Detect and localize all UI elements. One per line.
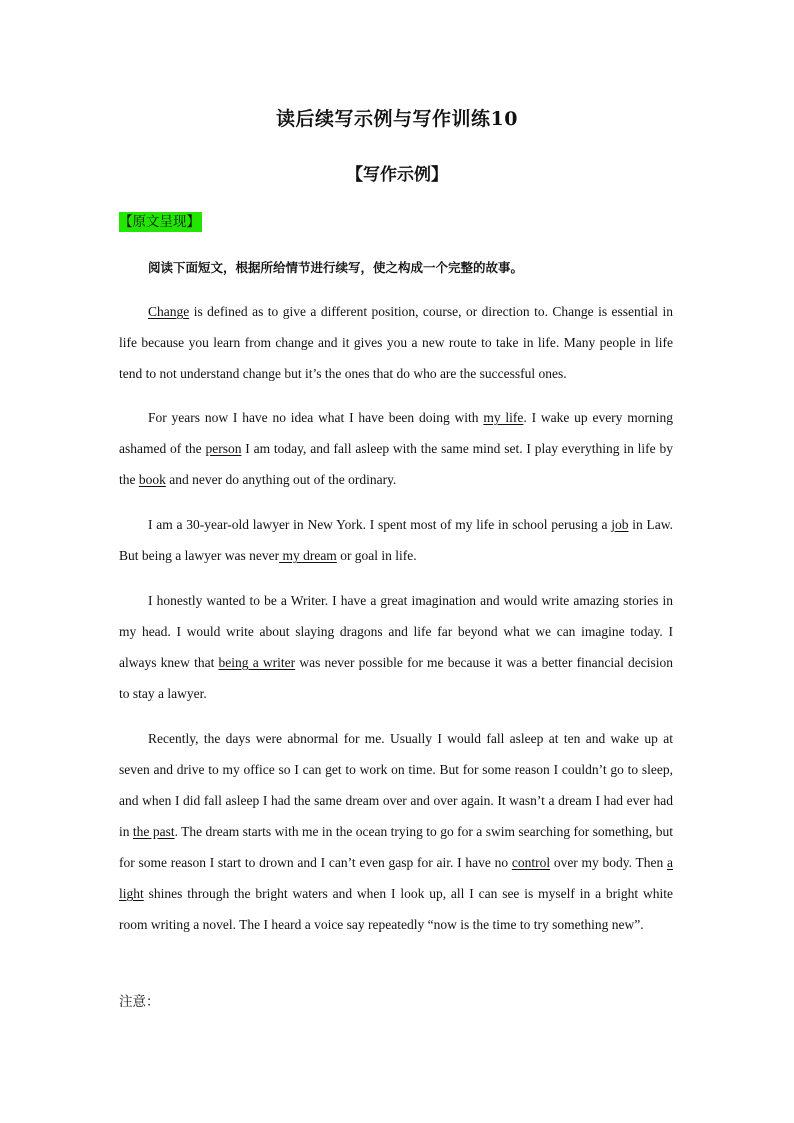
paragraph-text: is defined as to give a different position, course, or direction to. Change is essential in life because you learn from change and it gives you a new route to take in life. Many people in life tend to not understand change but it’s the ones that do who are the successful ones.	[119, 304, 673, 381]
underlined-keyword: my life	[483, 410, 524, 425]
note-label: 注意：	[119, 994, 160, 1010]
original-text-tag: 【原文呈现】	[119, 214, 200, 230]
paragraph-text: . I wake up every morning ashamed of the	[119, 410, 673, 456]
paragraph-text: or goal in life.	[336, 548, 417, 563]
page-title: 读后续写示例与写作训练10	[276, 108, 518, 130]
underlined-keyword: Change	[148, 304, 190, 319]
underlined-keyword: being a writer	[218, 655, 296, 670]
paragraph-text: I am a 30-year-old lawyer in New York. I spent most of my life in school perusing a	[148, 517, 612, 532]
underlined-keyword: job	[611, 517, 629, 532]
paragraph-text: I am today, and fall asleep with the same mind set. I play everything in life by the	[119, 441, 673, 487]
paragraph-text: For years now I have no idea what I have been doing with	[148, 410, 484, 425]
underlined-keyword: person	[205, 441, 242, 456]
paragraph-text: and never do anything out of the ordinary.	[165, 472, 397, 487]
paragraph-4	[119, 585, 673, 709]
underlined-keyword: the past	[132, 824, 175, 839]
underlined-keyword: control	[511, 855, 551, 870]
paragraph-5	[119, 723, 673, 940]
paragraph-text: . The dream starts with me in the ocean trying to go for a swim searching for something, but for some reason I start to drown and I can’t even gasp for air. I have no	[119, 824, 673, 870]
underlined-keyword: book	[138, 472, 166, 487]
instruction-text: 阅读下面短文，根据所给情节进行续写，使之构成一个完整的故事。	[148, 260, 524, 275]
paragraph-text: I honestly wanted to be a Writer. I have a great imagination and would write amazing stories in my head. I would write about slaying dragons and life far beyond what we can imagine today. I always knew that	[119, 593, 673, 670]
paragraph-1	[119, 296, 673, 389]
paragraph-text: was never possible for me because it was a better financial decision to stay a lawyer.	[119, 655, 673, 701]
underlined-keyword: a light	[119, 855, 674, 901]
paragraph-text: shines through the bright waters and when I look up, all I can see is myself in a bright white room writing a novel. The I heard a voice say repeatedly “now is the time to try something new”.	[119, 886, 673, 932]
section-heading: 【写作示例】	[346, 165, 448, 185]
paragraph-2	[119, 402, 673, 495]
paragraph-text: Recently, the days were abnormal for me. Usually I would fall asleep at ten and wake up at seven and drive to my office so I can get to work on time. But for some reason I couldn’t go to sleep, and when I did fall asleep I had the same dream over and over again. It wasn’t a dream I had ever had in	[119, 731, 673, 839]
paragraph-text: over my body. Then	[550, 855, 668, 870]
underlined-keyword: my dream	[279, 548, 337, 563]
paragraph-3	[119, 509, 673, 571]
paragraph-text: in Law. But being a lawyer was never	[119, 517, 673, 563]
